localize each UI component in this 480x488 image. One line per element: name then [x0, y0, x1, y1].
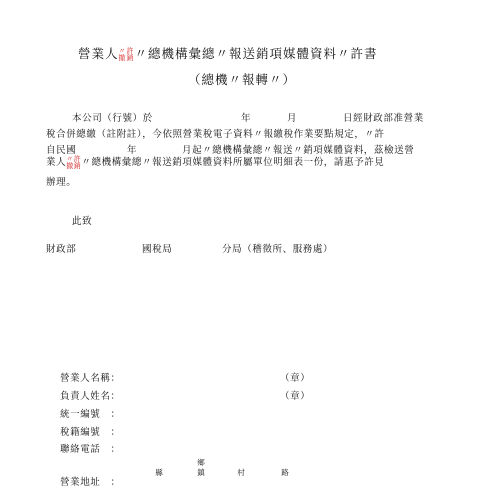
body-line-2: 稅合併總繳（註附註），今依照營業稅電子資料〃報繳稅作業要點規定，〃許	[46, 129, 385, 140]
title-suffix: 〃總機構彙總〃報送銷項媒體資料〃許書	[134, 46, 378, 61]
document-title	[78, 44, 378, 62]
body-company-lead: 本公司（行號）於	[72, 113, 153, 124]
body-red-top: 〃許	[66, 154, 82, 163]
salutation-ministry: 財政部	[46, 244, 77, 255]
body-red-options	[66, 156, 81, 170]
body-red-bottom: 撤銷	[66, 161, 82, 170]
salutation-office: 分局（稽徵所、服務處）	[222, 244, 334, 255]
title-prefix: 營業人	[78, 46, 119, 61]
title-red-bottom: 撤銷	[118, 53, 135, 62]
body-line-3-lead: 自民國	[46, 145, 77, 156]
body-line-1	[72, 110, 153, 124]
field-address-label: 營業地址 ：	[60, 477, 121, 488]
body-year-2: 年	[127, 145, 138, 156]
field-owner-name-seal: （章）	[280, 391, 311, 402]
body-line-3-rest: 月起〃總機構彙總〃報送〃銷項媒體資料，茲檢送營	[182, 145, 415, 156]
body-line-5: 辦理。	[46, 177, 77, 188]
field-company-name-seal: （章）	[280, 373, 311, 384]
body-p4-suffix: 〃總機構彙總〃報送銷項媒體資料所屬單位明細表一份，請惠予許見	[81, 157, 385, 168]
field-phone-label: 聯絡電話 ：	[60, 444, 121, 455]
field-business-id-label: 統一編號 ：	[60, 409, 121, 420]
field-company-name-label: 營業人名稱：	[60, 373, 121, 384]
salutation-ci: 此致	[72, 216, 93, 227]
body-p4-prefix: 業人	[46, 157, 67, 168]
field-tax-id-label: 稅籍編號 ：	[60, 427, 121, 438]
address-village: 村	[237, 468, 245, 477]
body-line-4	[46, 154, 384, 170]
document-subtitle: （總機〃報轉〃）	[188, 72, 297, 87]
body-approval: 日經財政部准營業	[343, 113, 424, 124]
title-red-options	[119, 48, 135, 62]
address-county: 縣	[155, 468, 163, 477]
body-month-1: 月	[287, 113, 298, 124]
address-township-mid: 鎮	[197, 468, 205, 477]
address-road: 路	[281, 468, 289, 477]
address-township-top: 鄉	[197, 458, 205, 467]
salutation-bureau: 國稅局	[142, 244, 173, 255]
body-year-1: 年	[241, 113, 252, 124]
field-owner-name-label: 負責人姓名：	[60, 391, 121, 402]
title-red-top: 〃許	[118, 46, 135, 55]
